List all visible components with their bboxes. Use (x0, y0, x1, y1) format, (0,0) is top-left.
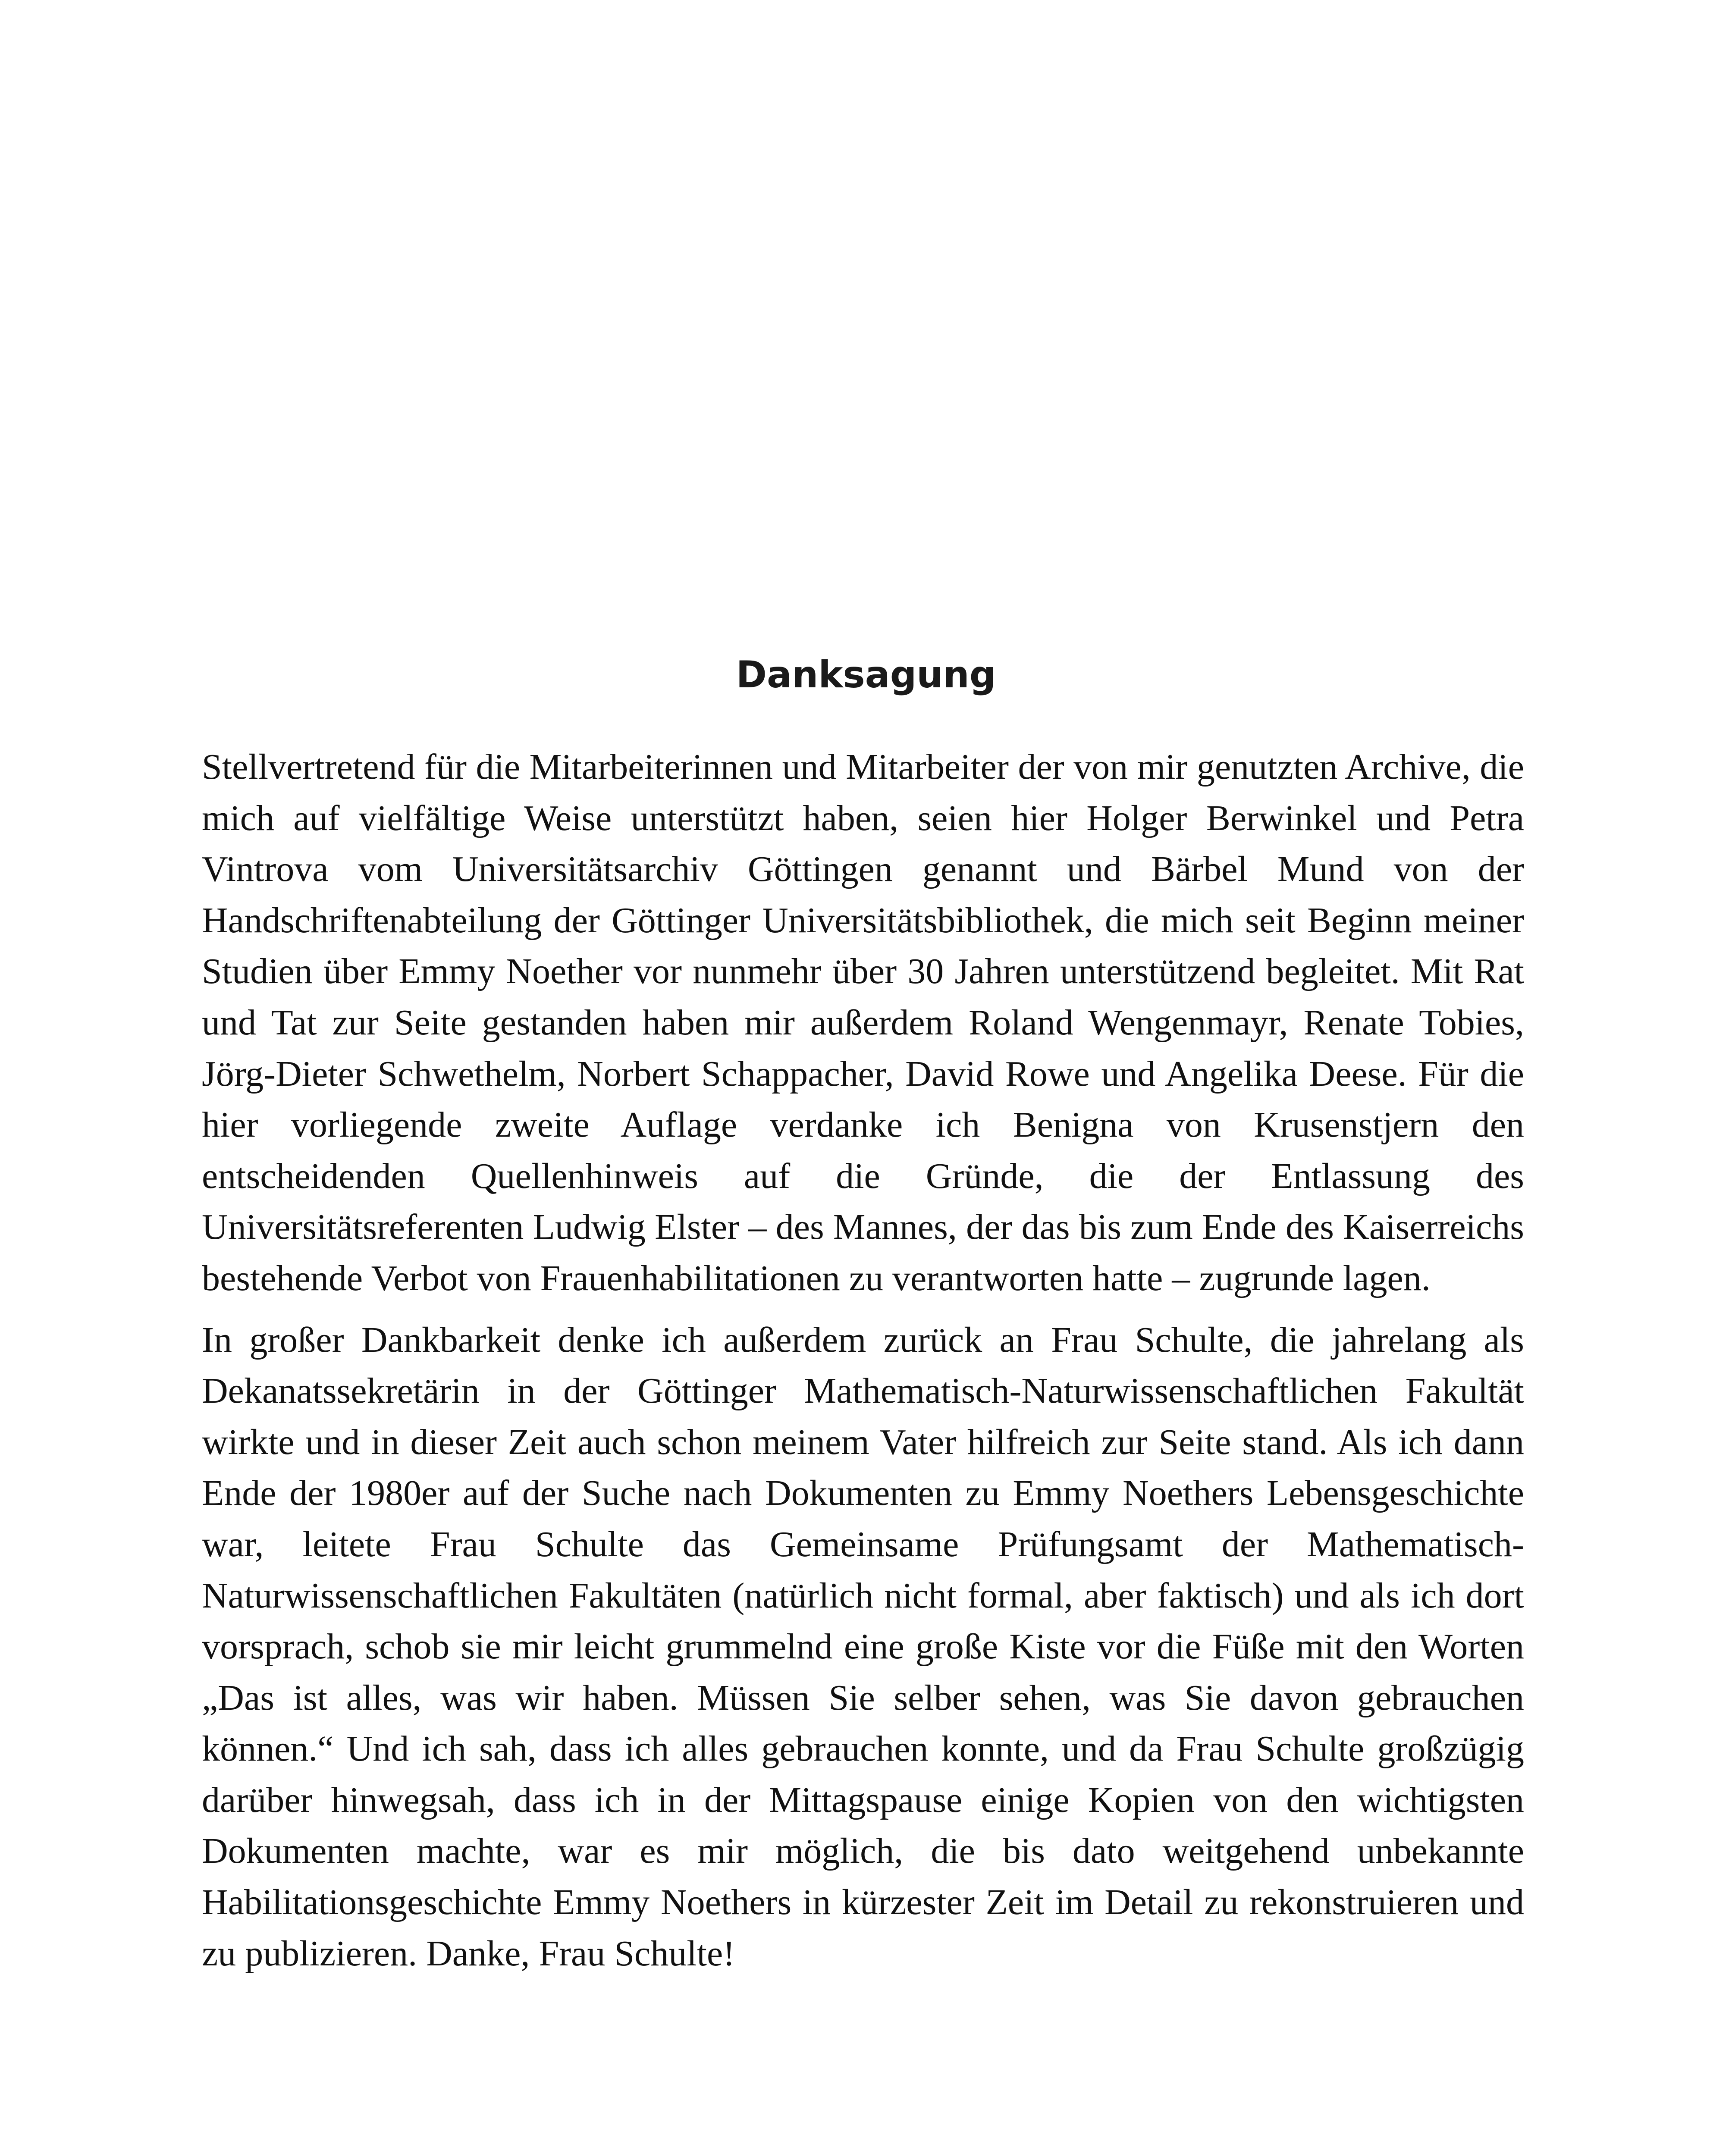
paragraph-1: Stellvertretend für die Mitarbeiterinnen und Mitarbeiter der von mir genutzten Archive, die mich auf vielfältige Weise unterstützt haben, seien hier Holger Berwinkel und Petra Vintrova vom Universitätsarchiv Göttingen genannt und Bärbel Mund von der Handschriftenabteilung der Göttinger Universitätsbibliothek, die mich seit Beginn meiner Studien über Emmy Noether vor nunmehr über 30 Jahren unterstützend begleitet. Mit Rat und Tat zur Seite gestanden haben mir außerdem Roland Wengenmayr, Renate Tobies, Jörg-Dieter Schwethelm, Norbert Schappacher, David Rowe und Angelika Deese. Für die hier vorliegende zweite Auflage verdanke ich Benigna von Krusenstjern den entscheidenden Quellenhinweis auf die Gründe, die der Entlassung des Universitätsreferenten Ludwig Elster – des Mannes, der das bis zum Ende des Kaiserreichs bestehende Verbot von Frauenhabilitationen zu verantworten hatte – zugrunde lagen. (202, 747, 1524, 1298)
paragraph-2: In großer Dankbarkeit denke ich außerdem zurück an Frau Schulte, die jahrelang als Dekanatssekretärin in der Göttinger Mathematisch-Naturwissenschaftlichen Fakultät wirkte und in dieser Zeit auch schon meinem Vater hilfreich zur Seite stand. Als ich dann Ende der 1980er auf der Suche nach Dokumenten zu Emmy Noethers Lebensgeschichte war, leitete Frau Schulte das Gemeinsame Prüfungsamt der Mathematisch-Naturwissenschaftlichen Fakultäten (natürlich nicht formal, aber faktisch) und als ich dort vorsprach, schob sie mir leicht grummelnd eine große Kiste vor die Füße mit den Worten „Das ist alles, was wir haben. Müssen Sie selber sehen, was Sie davon gebrauchen können.“ Und ich sah, dass ich alles gebrauchen konnte, und da Frau Schulte großzügig darüber hinwegsah, dass ich in der Mittagspause einige Kopien von den wichtigsten Dokumenten machte, war es mir möglich, die bis dato weitgehend unbekannte Habilitationsgeschichte Emmy Noethers in kürzester Zeit im Detail zu rekonstruieren und zu publizieren. Danke, Frau Schulte! (202, 1319, 1524, 1974)
page-title: Danksagung (736, 653, 996, 696)
body-text (202, 742, 1524, 1979)
